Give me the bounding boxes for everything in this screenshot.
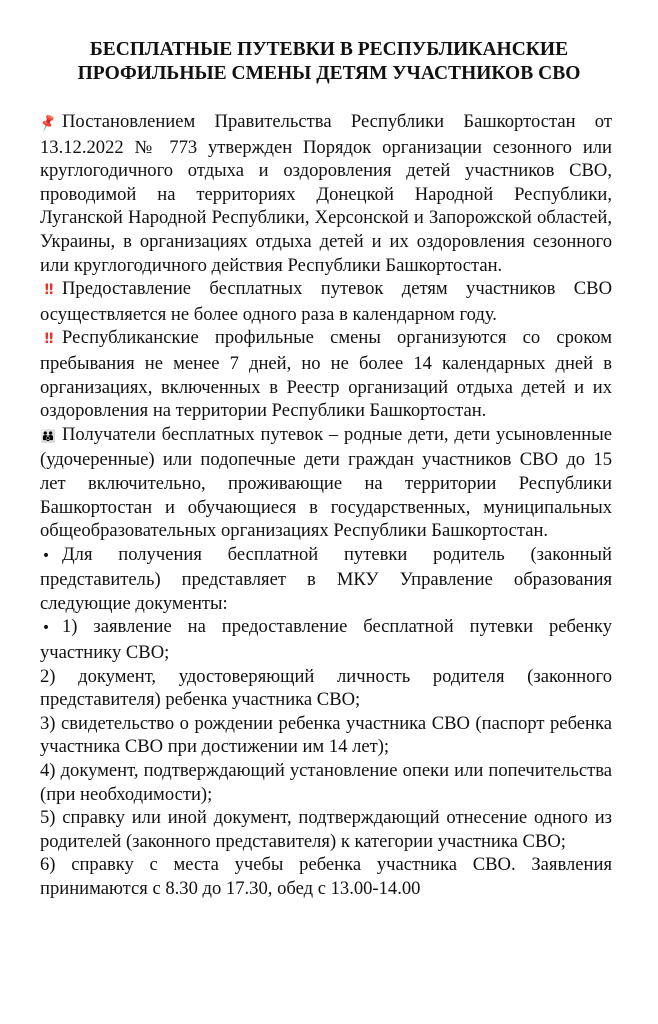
list-item-4 xyxy=(40,759,612,806)
title-line-2: ПРОФИЛЬНЫЕ СМЕНЫ ДЕТЯМ УЧАСТНИКОВ СВО xyxy=(77,63,581,84)
document-body xyxy=(37,110,612,901)
paragraph-text: Предоставление бесплатных путевок детям участников СВО осуществляется не более одного раза в календарном году. xyxy=(40,278,612,325)
list-item-text: 4) документ, подтверждающий установление опеки или попечительства (при необходимости); xyxy=(40,760,612,805)
list-item-text: 5) справку или иной документ, подтверждающий отнесение одного из родителей (законного представителя) к категории участника СВО; xyxy=(40,807,612,852)
list-item-text: 3) свидетельство о рождении ребенка участника СВО (паспорт ребенка участника СВО при достижении им 14 лет); xyxy=(40,712,612,758)
paragraph-text: Республиканские профильные смены организуются со сроком пребывания не менее 7 дней, но не более 14 календарных дней в организациях, включенных в Реестр организаций отдыха детей и их оздоровления на территории Республики Башкортостан. xyxy=(40,327,612,422)
paragraph-duration xyxy=(40,326,612,422)
list-item-text: 6) справку с места учебы ребенка участника СВО. Заявления принимаются с 8.30 до 17.30, обед с 13.00-14.00 xyxy=(40,854,612,899)
double-exclamation-icon: !! xyxy=(43,331,53,348)
bullet-icon: • xyxy=(41,620,51,637)
list-item-5 xyxy=(40,806,612,853)
paragraph-frequency xyxy=(40,277,612,326)
list-item-text: 2) документ, удостоверяющий личность родителя (законного представителя) ребенка участника СВО; xyxy=(40,665,612,711)
document-title xyxy=(40,38,618,86)
list-item-6 xyxy=(40,853,612,900)
paragraph-recipients xyxy=(40,423,612,543)
title-line-1: БЕСПЛАТНЫЕ ПУТЕВКИ В РЕСПУБЛИКАНСКИЕ xyxy=(89,39,569,60)
list-item-text: 1) заявление на предоставление бесплатной путевки ребенку участнику СВО; xyxy=(40,616,612,664)
paragraph-text: Для получения бесплатной путевки родитель (законный представитель) представляет в МКУ Управление образования следующие документы: xyxy=(40,543,612,614)
list-item-1 xyxy=(40,615,612,664)
paragraph-text: Получатели бесплатных путевок – родные дети, дети усыновленные (удочеренные) или подопечные дети граждан участников СВО до 15 лет включительно, проживающие на территории Республики Башкортостан и обучающиеся в государственных, муниципальных общеобразовательных организациях Республики Башкортостан. xyxy=(40,423,612,542)
double-exclamation-icon: !! xyxy=(43,282,53,299)
pushpin-icon: 📌 xyxy=(37,113,59,134)
list-item-2 xyxy=(40,665,612,712)
list-item-3 xyxy=(40,712,612,759)
bullet-icon: • xyxy=(41,547,51,564)
family-icon: 👪 xyxy=(40,428,56,443)
paragraph-documents-intro xyxy=(40,543,612,616)
paragraph-resolution xyxy=(37,110,612,277)
paragraph-text: Постановлением Правительства Республики Башкортостан от 13.12.2022 № 773 утвержден Порядок организации сезонного или круглогодичного отдыха и оздоровления детей участников СВО, проводимой на территориях Донецкой Народной Республики, Луганской Народной Республики, Херсонской и Запорожской областей, Украины, в организациях отдыха детей и их оздоровления сезонного или круглогодичного действия Республики Башкортостан. xyxy=(40,111,612,276)
